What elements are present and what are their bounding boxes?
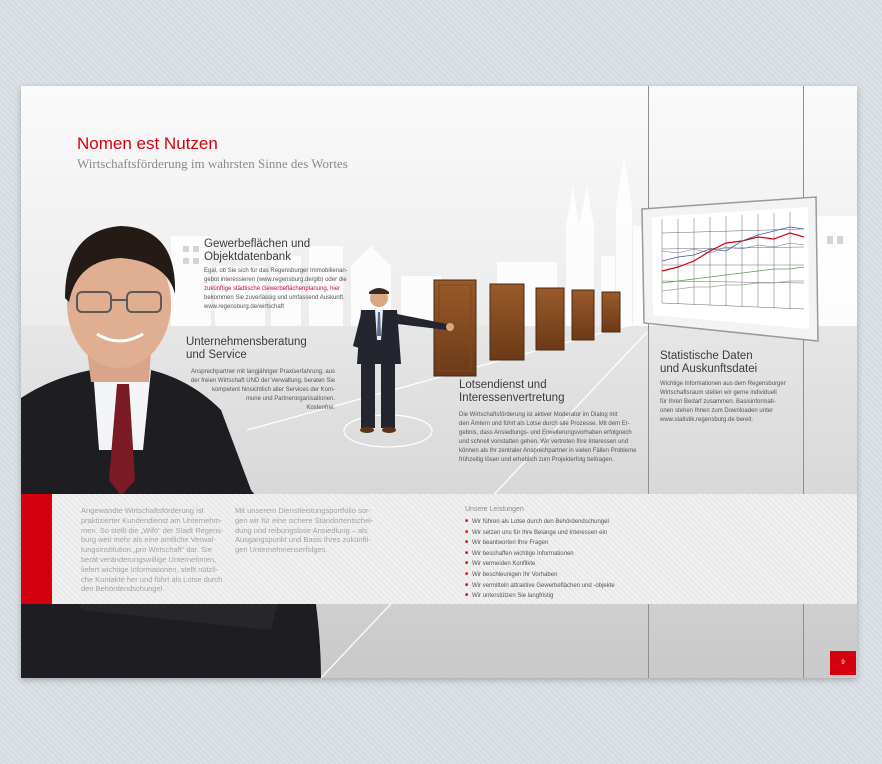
page-subtitle: Wirtschaftsförderung im wahrsten Sinne des Wortes	[77, 156, 348, 171]
text-line: zukünftige städtische Gewerbeflächenplanung, hier	[204, 286, 341, 292]
intro-text	[81, 506, 224, 594]
text-line: Ansprechpartner mit langjähriger Praxiserfahrung, aus	[190, 369, 335, 375]
text-line: liefert wichtige Informationen, stellt nützli-	[81, 564, 219, 574]
list-item: ■ Wir vermeiden Konflikte	[465, 559, 615, 570]
section-text	[459, 411, 636, 465]
section-heading-line: und Auskunftsdatei	[660, 363, 758, 375]
text-line: bekommen Sie zuverlässig und umfassend Auskunft.	[204, 295, 345, 301]
services-title: Unsere Leistungen	[465, 506, 524, 513]
list-item: ■ Wir beschaffen wichtige Informationen	[465, 549, 615, 560]
list-item: ■ Wir beschleunigen Ihr Vorhaben	[465, 570, 615, 581]
section-text	[181, 368, 335, 413]
section-text	[660, 380, 786, 425]
text-line: den Ämtern und führt als Lotse durch alle Prozesse. Mit dem Er-	[459, 421, 630, 427]
section-heading	[660, 350, 757, 376]
text-line: können als Ihr zentraler Ansprechpartner in vielen Fällen Probleme	[459, 448, 637, 454]
list-item: ■ Wir setzen uns für Ihre Belange und Interessen ein	[465, 528, 615, 539]
text-line: frühzeitig lösen und erheblich zum Projekterfolg beitragen.	[459, 457, 614, 463]
section-text	[204, 267, 348, 312]
text-line: kompetent hinsichtlich aller Services der Kom-	[211, 387, 335, 393]
text-line: der freien Wirtschaft UND der Verwaltung, beraten Sie	[190, 378, 335, 384]
section-heading-line: und Service	[186, 349, 247, 361]
text-line: Ausgangspunkt und Basis Ihres zukünfti-	[235, 535, 371, 545]
section-heading	[186, 336, 307, 362]
text-line: für Ihren Bedarf zusammen. Basisinformati-	[660, 399, 776, 405]
text-line: dung und reibungslose Ansiedlung – als	[235, 525, 368, 535]
list-item: ■ Wir vermitteln attraktive Gewerbeflächen und -objekte	[465, 581, 615, 592]
text-line: onen stehen Ihnen zum Downloaden unter	[660, 408, 774, 414]
text-line: berät veränderungswillige Unternehmen,	[81, 554, 217, 564]
text-line: Wirtschaftsraum stellen wir gerne individuell	[660, 390, 777, 396]
list-item: ■ Wir führen als Lotse durch den Behördendschungel	[465, 517, 615, 528]
text-line: Die Wirtschaftsförderung ist aktiver Moderator im Dialog mit	[459, 412, 618, 418]
text-line: gebnis, dass Ansiedlungs- und Erweiterungsvorhaben erfolgreich	[459, 430, 632, 436]
text-line: tungsinstitution „pro Wirtschaft“ dar. Sie	[81, 545, 212, 555]
section-heading-line: Gewerbeflächen und	[204, 238, 311, 250]
list-item: ■ Wir beantworten Ihre Fragen	[465, 538, 615, 549]
text-line: gebot interessieren (www.regensburg.de/gib) oder die	[204, 277, 347, 283]
section-heading-line: Interessenvertretung	[459, 392, 565, 404]
section-heading-line: Lotsendienst und	[459, 379, 547, 391]
accent-bar	[21, 494, 52, 604]
text-line: praktizierter Kundendienst am Unternehm-	[81, 515, 223, 525]
services-list	[465, 517, 615, 602]
section-heading	[459, 379, 564, 405]
text-line: che Kontakte her und führt als Lotse durch	[81, 574, 223, 584]
text-line: men. So stellt die „Wifö“ der Stadt Regens-	[81, 525, 224, 535]
page-number-badge: 9	[830, 651, 856, 675]
text-line: www.regensburg.de/wirtschaft	[204, 304, 285, 310]
section-heading	[204, 238, 310, 264]
text-line: Egal, ob Sie sich für das Regensburger Immobilienan-	[204, 268, 348, 274]
text-line: und schnell vonstatten gehen. Wir vertreten Ihre Interessen und	[459, 439, 629, 445]
text-line: Angewandte Wirtschaftsförderung ist	[81, 506, 204, 515]
section-heading-line: Statistische Daten	[660, 350, 753, 362]
section-heading-line: Objektdatenbank	[204, 251, 291, 263]
brochure-spread	[21, 86, 857, 678]
list-item: ■ Wir unterstützen Sie langfristig	[465, 591, 615, 602]
portfolio-text	[235, 506, 373, 555]
text-line: gen Unternehmenserfolges.	[235, 545, 328, 555]
section-heading-line: Unternehmensberatung	[186, 336, 307, 348]
text-line: gen wir für eine sichere Standortentschei-	[235, 515, 374, 525]
text-line: den Behördendschungel.	[81, 584, 165, 594]
text-line: Kostenfrei.	[306, 405, 335, 411]
text-line: mune und Partnerorganisationen.	[245, 396, 335, 402]
tablet-chart-illustration	[638, 191, 821, 344]
text-line: www.statistik.regensburg.de bereit.	[660, 417, 754, 423]
page-title: Nomen est Nutzen	[77, 134, 218, 153]
text-line: burg weit mehr als eine amtliche Verwal-	[81, 535, 216, 545]
text-line: Wichtige Informationen aus dem Regensburger	[660, 381, 786, 387]
man-presenting-illustration	[339, 284, 459, 436]
text-line: Mit unserem Dienstleistungsportfolio sor-	[235, 506, 371, 515]
